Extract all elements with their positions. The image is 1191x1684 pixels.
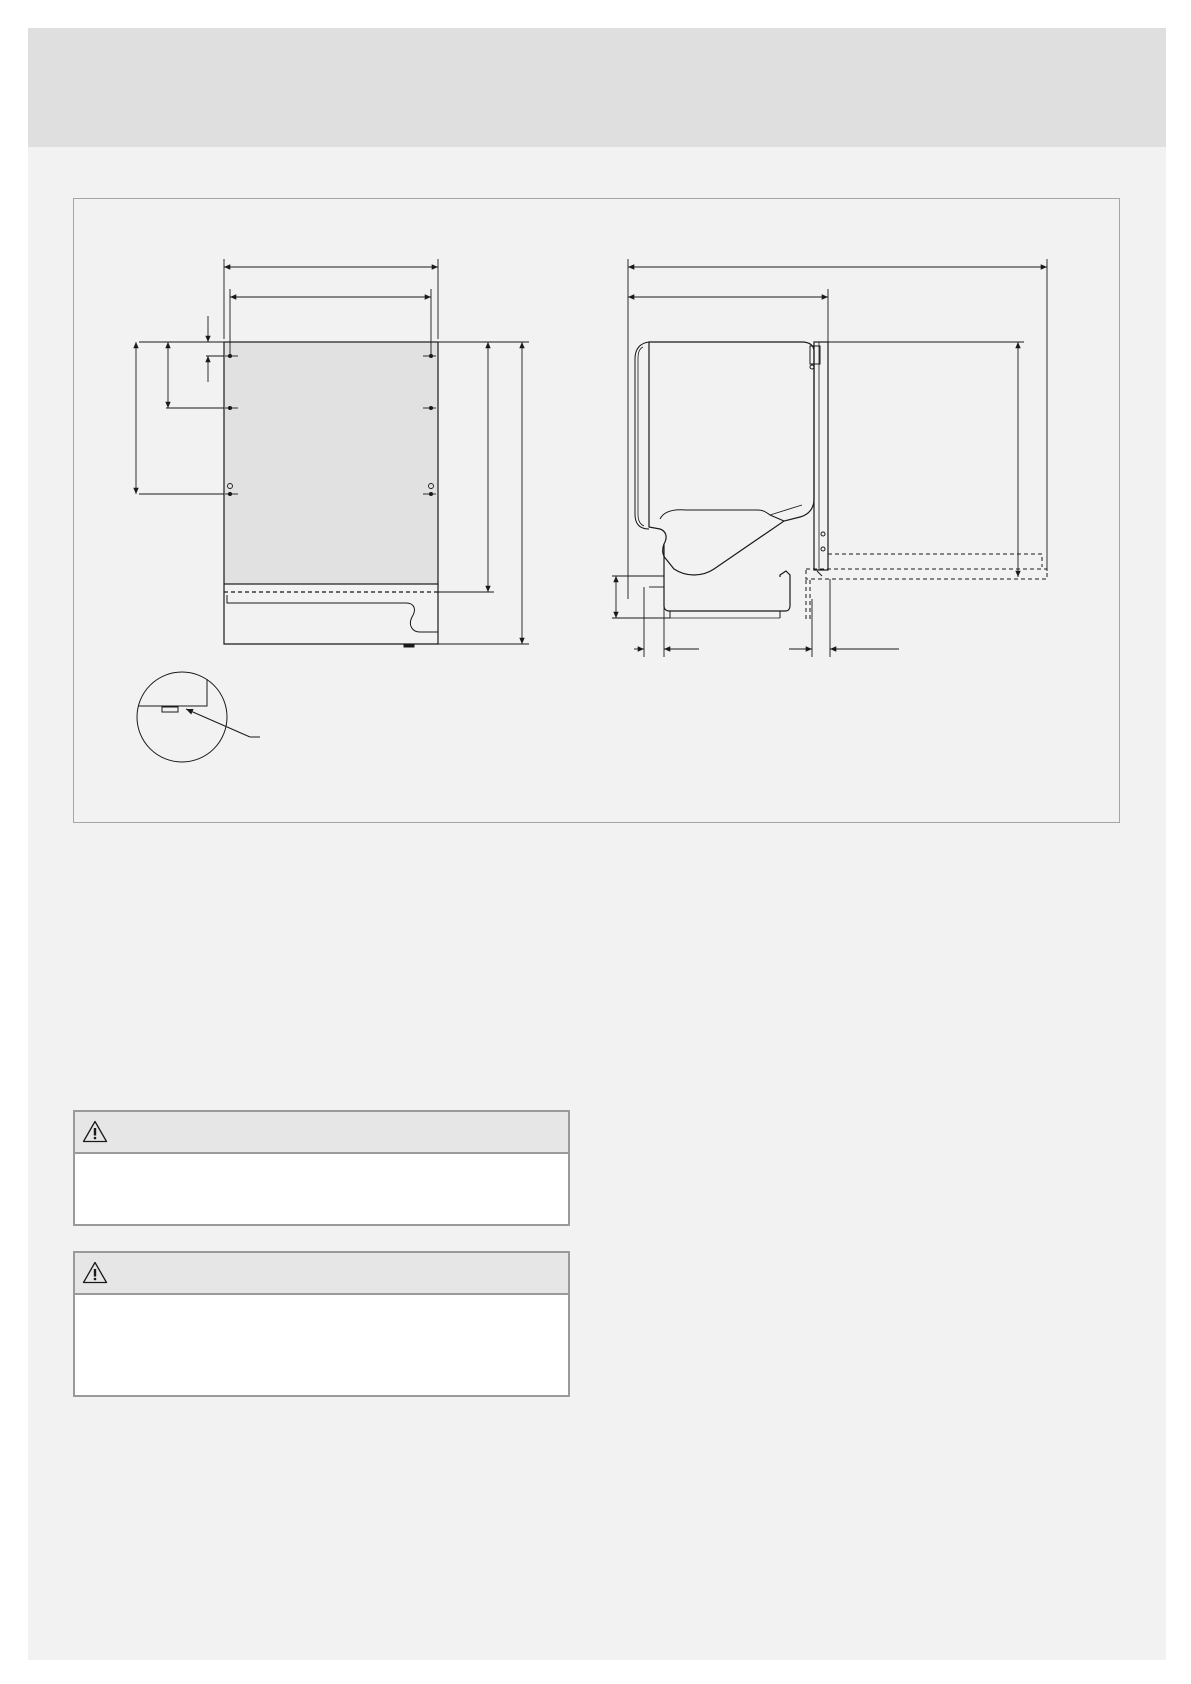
kick-plate (224, 584, 438, 644)
dimension-drawing (74, 199, 1121, 824)
base-outline (664, 544, 790, 611)
warning-triangle-icon (82, 1120, 108, 1143)
page (28, 28, 1166, 1660)
warning-box-1 (73, 1110, 570, 1226)
warning-box-2 (73, 1251, 570, 1397)
header-band (28, 28, 1166, 147)
tub-outline (649, 342, 814, 575)
hinge-plate (814, 342, 828, 570)
front-panel (224, 342, 438, 584)
warning-triangle-icon (82, 1261, 108, 1284)
warning-header (75, 1112, 568, 1154)
side-width-dimensions (628, 259, 1047, 599)
kick-cutout (227, 595, 438, 632)
dimension-figure (73, 198, 1120, 823)
front-left-dimensions (136, 316, 224, 494)
warning-header (75, 1253, 568, 1295)
door-open-dashed (806, 554, 1047, 619)
foot (404, 644, 414, 647)
front-width-dimensions (224, 259, 438, 354)
detail-callout (137, 672, 260, 762)
front-right-dimensions (438, 342, 529, 644)
front-view (136, 259, 529, 762)
side-view (612, 259, 1047, 657)
